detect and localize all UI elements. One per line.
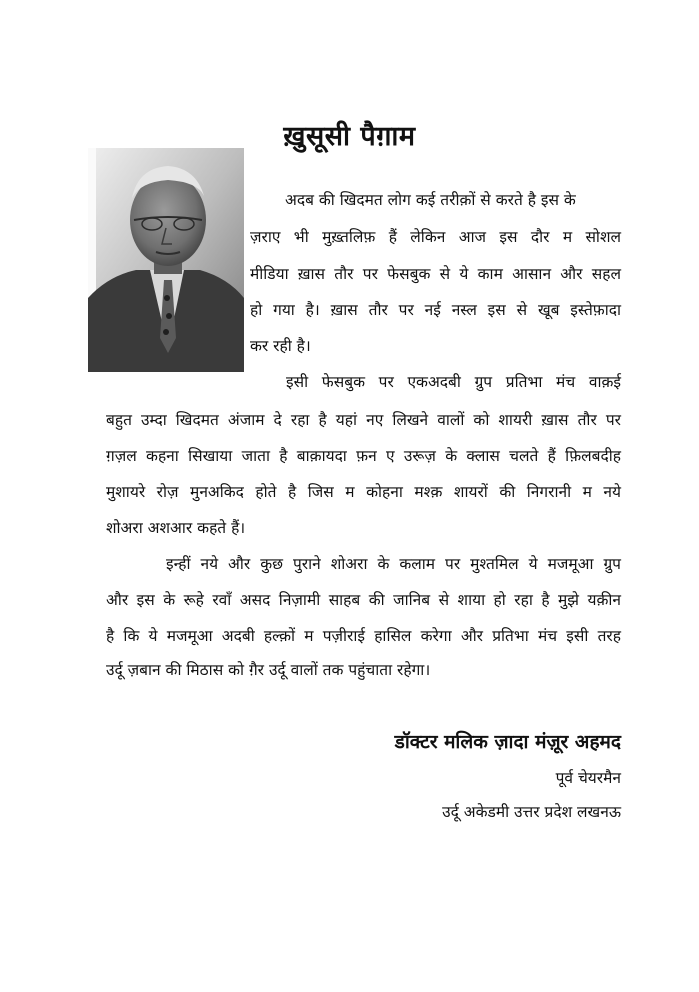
para2-line1: इसी फेसबुक पर एकअदबी ग्रुप प्रतिभा मंच वाक़ई (286, 373, 621, 391)
para1-line2: ज़राए भी मुख़्तलिफ़ हैं लेकिन आज इस दौर म सोशल (250, 228, 621, 246)
para1-line1: अदब की खिदमत लोग कई तरीक़ों से करते है इस के (285, 191, 576, 209)
para3-line2: और इस के रूहे रवाँ असद निज़ामी साहब की जानिब से शाया हो रहा है मुझे यक़ीन (106, 591, 621, 609)
para1-line5: कर रही है। (250, 337, 311, 355)
portrait-image (88, 148, 244, 372)
para2-line2: बहुत उम्दा खिदमत अंजाम दे रहा है यहां नए लिखने वालों को शायरी ख़ास तौर पर (106, 411, 621, 429)
para3-line4: उर्दू ज़बान की मिठास को ग़ैर उर्दू वालों तक पहुंचाता रहेगा। (106, 661, 431, 679)
para2-line3: ग़ज़ल कहना सिखाया जाता है बाक़ायदा फ़न ए उरूज़ के क्लास चलते हैं फ़िलबदीह (106, 447, 621, 465)
signature-name: डॉक्टर मलिक ज़ादा मंज़ूर अहमद (394, 731, 621, 753)
signature-designation: पूर्व चेयरमैन (555, 769, 621, 787)
para3-line3: है कि ये मजमूआ अदबी हल्क़ों म पज़ीराई हासिल करेगा और प्रतिभा मंच इसी तरह (106, 627, 621, 645)
signature-organization: उर्दू अकेडमी उत्तर प्रदेश लखनऊ (442, 803, 621, 821)
para1-line3: मीडिया ख़ास तौर पर फेसबुक से ये काम आसान और सहल (250, 265, 621, 283)
para2-line4: मुशायरे रोज़ मुनअकिद होते है जिस म कोहना मश्क़ शायरों की निगरानी म नये (106, 483, 621, 501)
para2-line5: शोअरा अशआर कहते हैं। (106, 519, 246, 537)
portrait-photo (88, 148, 244, 372)
page-title: ख़ुसूसी पैग़ाम (283, 121, 416, 152)
para1-line4: हो गया है। ख़ास तौर पर नई नस्ल इस से खूब इस्तेफ़ादा (250, 301, 621, 319)
para3-line1: इन्हीं नये और कुछ पुराने शोअरा के कलाम पर मुश्तमिल ये मजमूआ ग्रुप (166, 555, 621, 573)
